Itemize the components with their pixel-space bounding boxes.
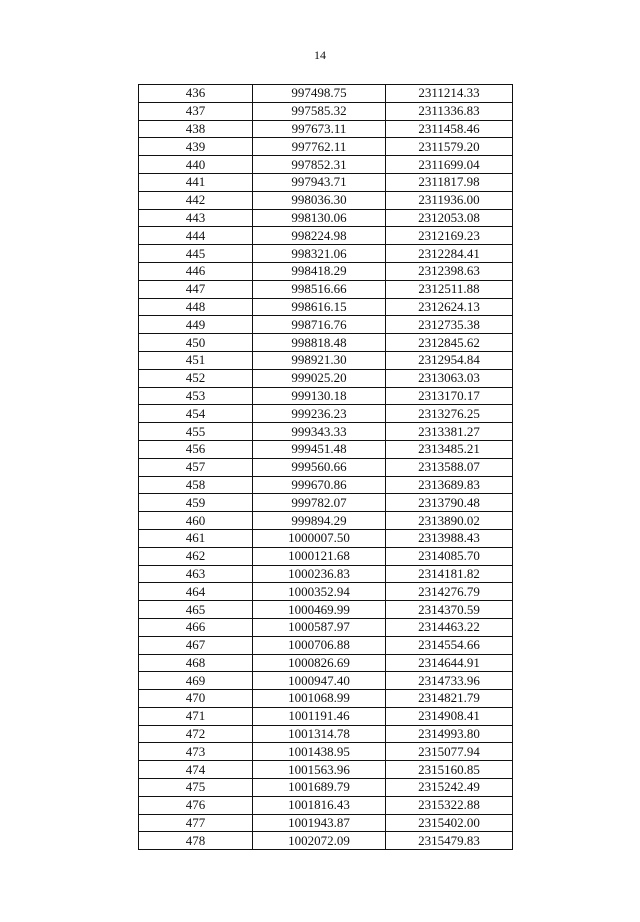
point-number-cell: 455 <box>139 423 253 441</box>
x-coordinate-cell: 998616.15 <box>253 298 386 316</box>
y-coordinate-cell: 2312053.08 <box>386 209 513 227</box>
table-row <box>139 476 513 494</box>
x-coordinate-cell: 997585.32 <box>253 102 386 120</box>
y-coordinate-cell: 2315160.85 <box>386 761 513 779</box>
point-number-cell: 447 <box>139 280 253 298</box>
point-number-cell: 437 <box>139 102 253 120</box>
table-row <box>139 547 513 565</box>
table-row <box>139 512 513 530</box>
x-coordinate-cell: 998516.66 <box>253 280 386 298</box>
x-coordinate-cell: 1001191.46 <box>253 707 386 725</box>
point-number-cell: 436 <box>139 85 253 103</box>
point-number-cell: 466 <box>139 618 253 636</box>
y-coordinate-cell: 2313276.25 <box>386 405 513 423</box>
table-row <box>139 494 513 512</box>
y-coordinate-cell: 2314370.59 <box>386 601 513 619</box>
y-coordinate-cell: 2312398.63 <box>386 262 513 280</box>
y-coordinate-cell: 2313689.83 <box>386 476 513 494</box>
x-coordinate-cell: 997498.75 <box>253 85 386 103</box>
y-coordinate-cell: 2313890.02 <box>386 512 513 530</box>
point-number-cell: 456 <box>139 440 253 458</box>
table-row <box>139 405 513 423</box>
point-number-cell: 473 <box>139 743 253 761</box>
table-row <box>139 814 513 832</box>
table-row <box>139 440 513 458</box>
x-coordinate-cell: 1000706.88 <box>253 636 386 654</box>
x-coordinate-cell: 999894.29 <box>253 512 386 530</box>
x-coordinate-cell: 1001314.78 <box>253 725 386 743</box>
y-coordinate-cell: 2314181.82 <box>386 565 513 583</box>
x-coordinate-cell: 999343.33 <box>253 423 386 441</box>
table-row <box>139 565 513 583</box>
x-coordinate-cell: 1001563.96 <box>253 761 386 779</box>
table-row <box>139 262 513 280</box>
y-coordinate-cell: 2311699.04 <box>386 156 513 174</box>
table-row <box>139 707 513 725</box>
point-number-cell: 475 <box>139 779 253 797</box>
y-coordinate-cell: 2311336.83 <box>386 102 513 120</box>
y-coordinate-cell: 2314085.70 <box>386 547 513 565</box>
x-coordinate-cell: 998418.29 <box>253 262 386 280</box>
y-coordinate-cell: 2314821.79 <box>386 690 513 708</box>
x-coordinate-cell: 1001816.43 <box>253 796 386 814</box>
point-number-cell: 476 <box>139 796 253 814</box>
table-row <box>139 779 513 797</box>
y-coordinate-cell: 2313790.48 <box>386 494 513 512</box>
point-number-cell: 468 <box>139 654 253 672</box>
table-row <box>139 245 513 263</box>
x-coordinate-cell: 998818.48 <box>253 334 386 352</box>
point-number-cell: 459 <box>139 494 253 512</box>
x-coordinate-cell: 998036.30 <box>253 191 386 209</box>
table-body <box>139 85 513 850</box>
y-coordinate-cell: 2312954.84 <box>386 351 513 369</box>
x-coordinate-cell: 998224.98 <box>253 227 386 245</box>
y-coordinate-cell: 2312735.38 <box>386 316 513 334</box>
y-coordinate-cell: 2315242.49 <box>386 779 513 797</box>
point-number-cell: 450 <box>139 334 253 352</box>
table-row <box>139 672 513 690</box>
table-row <box>139 138 513 156</box>
y-coordinate-cell: 2314276.79 <box>386 583 513 601</box>
table-row <box>139 654 513 672</box>
table-row <box>139 334 513 352</box>
table-row <box>139 636 513 654</box>
point-number-cell: 439 <box>139 138 253 156</box>
x-coordinate-cell: 1000587.97 <box>253 618 386 636</box>
x-coordinate-cell: 999670.86 <box>253 476 386 494</box>
y-coordinate-cell: 2314733.96 <box>386 672 513 690</box>
x-coordinate-cell: 1002072.09 <box>253 832 386 850</box>
y-coordinate-cell: 2314993.80 <box>386 725 513 743</box>
point-number-cell: 474 <box>139 761 253 779</box>
table-row <box>139 280 513 298</box>
y-coordinate-cell: 2314554.66 <box>386 636 513 654</box>
point-number-cell: 464 <box>139 583 253 601</box>
point-number-cell: 446 <box>139 262 253 280</box>
point-number-cell: 467 <box>139 636 253 654</box>
y-coordinate-cell: 2313170.17 <box>386 387 513 405</box>
y-coordinate-cell: 2315322.88 <box>386 796 513 814</box>
y-coordinate-cell: 2315479.83 <box>386 832 513 850</box>
table-row <box>139 156 513 174</box>
table-row <box>139 102 513 120</box>
x-coordinate-cell: 999451.48 <box>253 440 386 458</box>
x-coordinate-cell: 997762.11 <box>253 138 386 156</box>
point-number-cell: 465 <box>139 601 253 619</box>
y-coordinate-cell: 2311214.33 <box>386 85 513 103</box>
y-coordinate-cell: 2314908.41 <box>386 707 513 725</box>
page-number: 14 <box>314 48 326 62</box>
y-coordinate-cell: 2315077.94 <box>386 743 513 761</box>
x-coordinate-cell: 997673.11 <box>253 120 386 138</box>
x-coordinate-cell: 999560.66 <box>253 458 386 476</box>
point-number-cell: 442 <box>139 191 253 209</box>
point-number-cell: 449 <box>139 316 253 334</box>
x-coordinate-cell: 1000007.50 <box>253 529 386 547</box>
point-number-cell: 462 <box>139 547 253 565</box>
y-coordinate-cell: 2311579.20 <box>386 138 513 156</box>
x-coordinate-cell: 999782.07 <box>253 494 386 512</box>
x-coordinate-cell: 1001689.79 <box>253 779 386 797</box>
table-row <box>139 85 513 103</box>
y-coordinate-cell: 2312845.62 <box>386 334 513 352</box>
table-row <box>139 423 513 441</box>
table-row <box>139 209 513 227</box>
point-number-cell: 469 <box>139 672 253 690</box>
y-coordinate-cell: 2313588.07 <box>386 458 513 476</box>
point-number-cell: 438 <box>139 120 253 138</box>
x-coordinate-cell: 1000352.94 <box>253 583 386 601</box>
x-coordinate-cell: 998321.06 <box>253 245 386 263</box>
y-coordinate-cell: 2312624.13 <box>386 298 513 316</box>
x-coordinate-cell: 998921.30 <box>253 351 386 369</box>
table-row <box>139 458 513 476</box>
y-coordinate-cell: 2313381.27 <box>386 423 513 441</box>
x-coordinate-cell: 999130.18 <box>253 387 386 405</box>
point-number-cell: 458 <box>139 476 253 494</box>
table-row <box>139 761 513 779</box>
point-number-cell: 441 <box>139 173 253 191</box>
table-row <box>139 618 513 636</box>
table-row <box>139 690 513 708</box>
table-row <box>139 387 513 405</box>
x-coordinate-cell: 997943.71 <box>253 173 386 191</box>
point-number-cell: 445 <box>139 245 253 263</box>
table-row <box>139 529 513 547</box>
table-row <box>139 351 513 369</box>
point-number-cell: 463 <box>139 565 253 583</box>
y-coordinate-cell: 2314644.91 <box>386 654 513 672</box>
table-row <box>139 173 513 191</box>
x-coordinate-cell: 999025.20 <box>253 369 386 387</box>
x-coordinate-cell: 998716.76 <box>253 316 386 334</box>
point-number-cell: 443 <box>139 209 253 227</box>
table-row <box>139 227 513 245</box>
point-number-cell: 453 <box>139 387 253 405</box>
point-number-cell: 451 <box>139 351 253 369</box>
coordinate-table <box>138 84 513 850</box>
x-coordinate-cell: 1000947.40 <box>253 672 386 690</box>
y-coordinate-cell: 2311936.00 <box>386 191 513 209</box>
y-coordinate-cell: 2312284.41 <box>386 245 513 263</box>
y-coordinate-cell: 2314463.22 <box>386 618 513 636</box>
x-coordinate-cell: 1000826.69 <box>253 654 386 672</box>
point-number-cell: 470 <box>139 690 253 708</box>
table-row <box>139 583 513 601</box>
x-coordinate-cell: 1001943.87 <box>253 814 386 832</box>
x-coordinate-cell: 1001438.95 <box>253 743 386 761</box>
y-coordinate-cell: 2312169.23 <box>386 227 513 245</box>
point-number-cell: 444 <box>139 227 253 245</box>
table-row <box>139 832 513 850</box>
x-coordinate-cell: 1000121.68 <box>253 547 386 565</box>
x-coordinate-cell: 1000236.83 <box>253 565 386 583</box>
x-coordinate-cell: 997852.31 <box>253 156 386 174</box>
y-coordinate-cell: 2312511.88 <box>386 280 513 298</box>
x-coordinate-cell: 999236.23 <box>253 405 386 423</box>
y-coordinate-cell: 2313988.43 <box>386 529 513 547</box>
table-row <box>139 369 513 387</box>
y-coordinate-cell: 2311817.98 <box>386 173 513 191</box>
point-number-cell: 448 <box>139 298 253 316</box>
y-coordinate-cell: 2313063.03 <box>386 369 513 387</box>
x-coordinate-cell: 1001068.99 <box>253 690 386 708</box>
table-row <box>139 298 513 316</box>
point-number-cell: 440 <box>139 156 253 174</box>
y-coordinate-cell: 2313485.21 <box>386 440 513 458</box>
point-number-cell: 461 <box>139 529 253 547</box>
table-row <box>139 601 513 619</box>
table-row <box>139 725 513 743</box>
point-number-cell: 478 <box>139 832 253 850</box>
point-number-cell: 452 <box>139 369 253 387</box>
point-number-cell: 477 <box>139 814 253 832</box>
table-row <box>139 796 513 814</box>
table-row <box>139 743 513 761</box>
point-number-cell: 460 <box>139 512 253 530</box>
x-coordinate-cell: 998130.06 <box>253 209 386 227</box>
table-row <box>139 191 513 209</box>
point-number-cell: 471 <box>139 707 253 725</box>
y-coordinate-cell: 2315402.00 <box>386 814 513 832</box>
table-row <box>139 316 513 334</box>
point-number-cell: 457 <box>139 458 253 476</box>
x-coordinate-cell: 1000469.99 <box>253 601 386 619</box>
y-coordinate-cell: 2311458.46 <box>386 120 513 138</box>
point-number-cell: 472 <box>139 725 253 743</box>
point-number-cell: 454 <box>139 405 253 423</box>
table-row <box>139 120 513 138</box>
